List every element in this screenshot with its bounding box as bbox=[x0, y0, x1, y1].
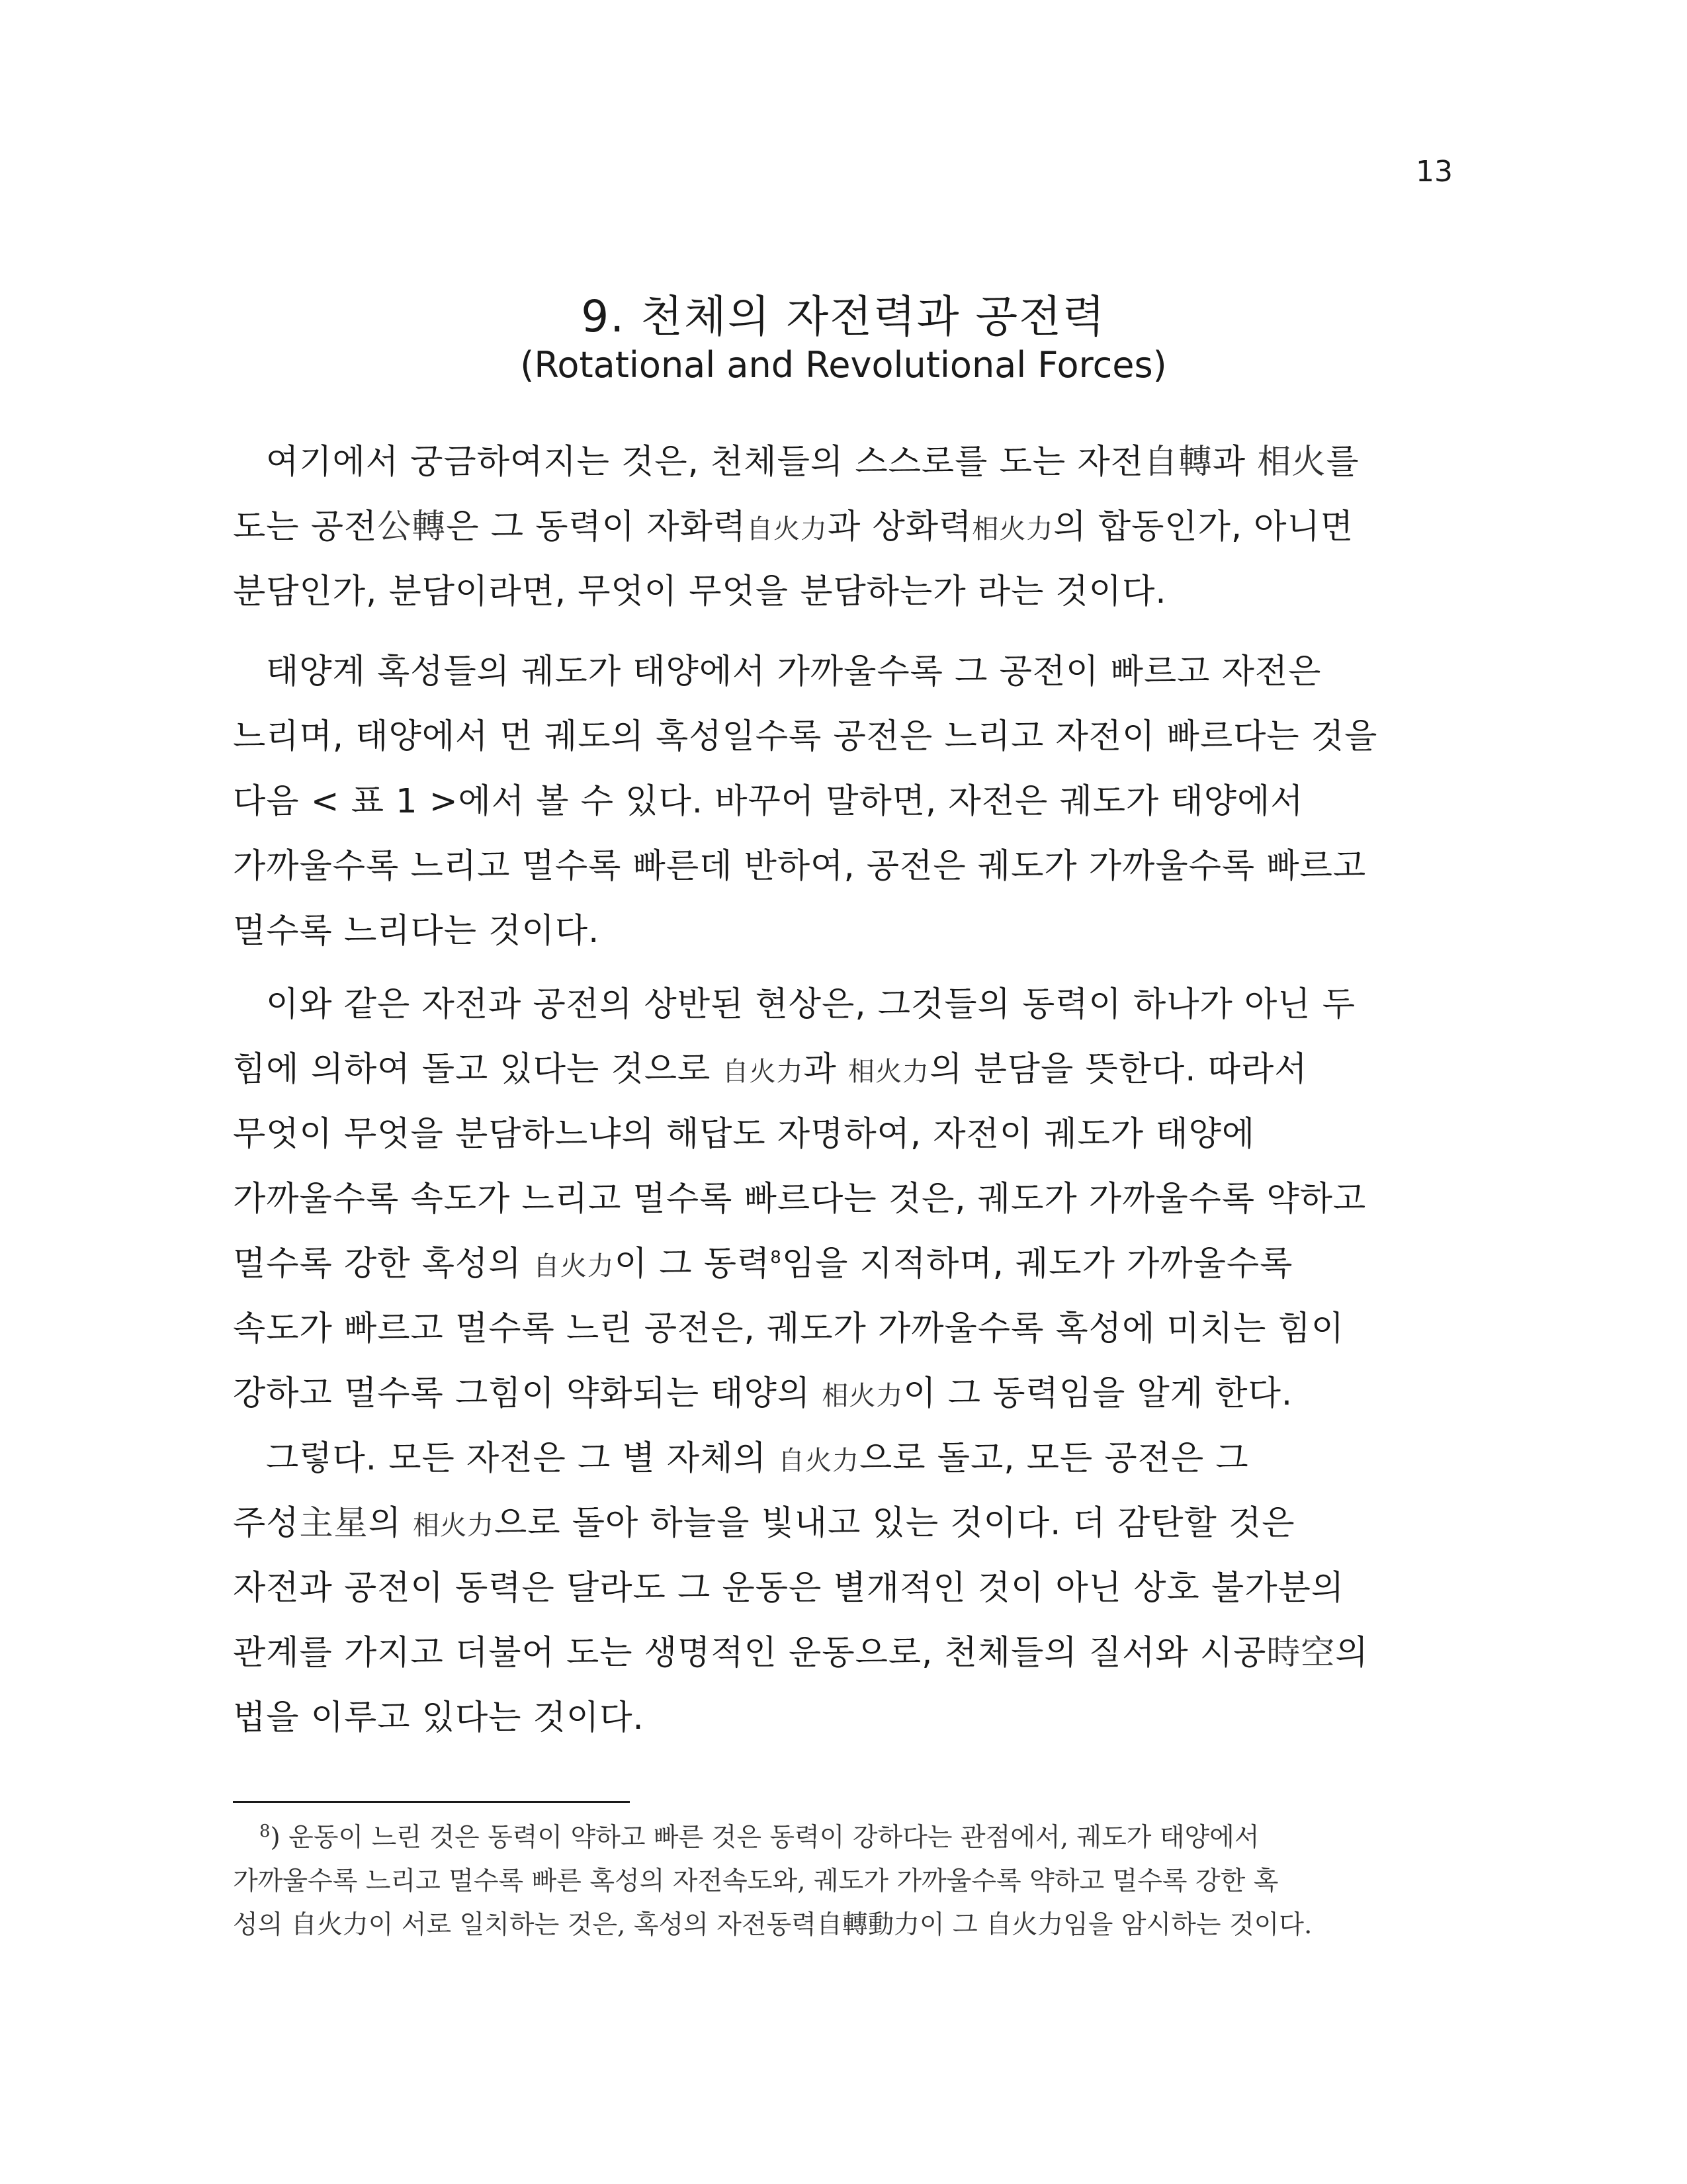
text-run: 멀수록 강한 혹성의 bbox=[233, 1245, 533, 1284]
text-line bbox=[233, 899, 1457, 964]
text-run: 여기에서 궁금하여지는 것은, 천체들의 스스로를 도는 자전 bbox=[266, 443, 1144, 482]
text-run: 이와 같은 자전과 공전의 상반된 현상은, 그것들의 동력이 하나가 아닌 두 bbox=[266, 985, 1356, 1024]
hanja-annotation: 自轉 bbox=[1143, 443, 1213, 482]
paragraph-1 bbox=[233, 430, 1457, 625]
paragraph-3 bbox=[233, 973, 1457, 1751]
hanja-annotation: 時空 bbox=[1266, 1634, 1336, 1673]
hanja-annotation: 自火力 bbox=[533, 1251, 615, 1282]
footnote-ref: 8 bbox=[770, 1248, 782, 1268]
hanja-annotation: 相火力 bbox=[972, 514, 1054, 545]
text-run: 를 bbox=[1326, 443, 1360, 482]
text-line bbox=[233, 1167, 1457, 1232]
paragraph-2 bbox=[233, 640, 1457, 964]
text-line bbox=[233, 834, 1457, 899]
text-line bbox=[233, 560, 1457, 625]
text-run: 으로 돌아 하늘을 빛내고 있는 것이다. 더 감탄할 것은 bbox=[494, 1504, 1295, 1543]
text-run: 이 그 bbox=[919, 1910, 986, 1940]
text-line bbox=[233, 1903, 1457, 1947]
footnote-marker: 8 bbox=[259, 1821, 271, 1841]
text-line bbox=[233, 1362, 1457, 1426]
text-run: ) 운동이 느린 것은 동력이 약하고 빠른 것은 동력이 강하다는 관점에서, 궤도가 태양에서 bbox=[270, 1823, 1260, 1853]
text-line bbox=[233, 1621, 1457, 1686]
hanja-annotation: 自火力 bbox=[722, 1057, 804, 1087]
text-line bbox=[233, 1102, 1457, 1167]
text-run: 의 bbox=[1335, 1634, 1369, 1673]
text-run: 과 bbox=[803, 1050, 849, 1089]
text-run: 의 합동인가, 아니면 bbox=[1053, 507, 1354, 546]
text-run: 자전과 공전이 동력은 달라도 그 운동은 별개적인 것이 아닌 상호 불가분의 bbox=[233, 1569, 1345, 1608]
text-run: 속도가 빠르고 멀수록 느린 공전은, 궤도가 가까울수록 혹성에 미치는 힘이 bbox=[233, 1309, 1345, 1348]
text-run: 힘에 의하여 돌고 있다는 것으로 bbox=[233, 1050, 722, 1089]
page-title: 9. 천체의 자전력과 공전력 bbox=[581, 291, 1106, 342]
text-run: 멀수록 느리다는 것이다. bbox=[233, 912, 600, 951]
hanja-annotation: 相火力 bbox=[848, 1057, 930, 1087]
text-line bbox=[233, 1232, 1457, 1297]
text-run: 분담인가, 분담이라면, 무엇이 무엇을 분담하는가 라는 것이다. bbox=[233, 572, 1167, 611]
hanja-annotation: 自火力 bbox=[290, 1910, 368, 1940]
text-run: 이 서로 일치하는 것은, 혹성의 자전동력 bbox=[368, 1910, 816, 1940]
text-run: 도는 공전 bbox=[233, 507, 378, 546]
text-run: 성의 bbox=[233, 1910, 291, 1940]
text-run: 가까울수록 속도가 느리고 멀수록 빠르다는 것은, 궤도가 가까울수록 약하고 bbox=[233, 1180, 1367, 1219]
text-line bbox=[233, 973, 1457, 1037]
text-run: 임을 암시하는 것이다. bbox=[1063, 1910, 1313, 1940]
text-run: 과 bbox=[1212, 443, 1258, 482]
text-line bbox=[233, 769, 1457, 834]
hanja-annotation: 相火力 bbox=[413, 1510, 495, 1541]
text-run: 임을 지적하며, 궤도가 가까울수록 bbox=[781, 1245, 1293, 1284]
text-run: 법을 이루고 있다는 것이다. bbox=[233, 1698, 644, 1737]
text-run: 주성 bbox=[233, 1504, 300, 1543]
page-number: 13 bbox=[1416, 155, 1453, 189]
hanja-annotation: 自火力 bbox=[746, 514, 828, 545]
text-run: 의 bbox=[368, 1504, 413, 1543]
text-run: 과 상화력 bbox=[828, 507, 973, 546]
text-run: 다음 < 표 1 >에서 볼 수 있다. 바꾸어 말하면, 자전은 궤도가 태양에서 bbox=[233, 782, 1304, 821]
hanja-annotation: 公轉 bbox=[377, 507, 447, 546]
text-line bbox=[233, 1297, 1457, 1362]
text-run: 태양계 혹성들의 궤도가 태양에서 가까울수록 그 공전이 빠르고 자전은 bbox=[266, 652, 1322, 691]
text-run: 의 분담을 뜻한다. 따라서 bbox=[930, 1050, 1308, 1089]
text-line bbox=[233, 640, 1457, 705]
text-run: 으로 돌고, 모든 공전은 그 bbox=[859, 1439, 1249, 1478]
text-line bbox=[233, 1037, 1457, 1102]
hanja-annotation: 自火力 bbox=[986, 1910, 1064, 1940]
text-line bbox=[233, 495, 1457, 560]
text-run: 그렇다. 모든 자전은 그 별 자체의 bbox=[266, 1439, 778, 1478]
text-line bbox=[233, 1686, 1457, 1751]
text-line bbox=[233, 430, 1457, 495]
hanja-annotation: 相火力 bbox=[822, 1381, 904, 1411]
text-line bbox=[233, 1491, 1457, 1556]
text-run: 가까울수록 느리고 멀수록 빠른 혹성의 자전속도와, 궤도가 가까울수록 약하고 멀수록 강한 혹 bbox=[233, 1866, 1279, 1896]
text-run: 은 그 동력이 자화력 bbox=[446, 507, 747, 546]
text-run: 관계를 가지고 더불어 도는 생명적인 운동으로, 천체들의 질서와 시공 bbox=[233, 1634, 1267, 1673]
text-run: 이 그 동력임을 알게 한다. bbox=[903, 1374, 1293, 1413]
footnote-rule bbox=[233, 1801, 630, 1803]
hanja-annotation: 主星 bbox=[299, 1504, 368, 1543]
text-run: 강하고 멀수록 그힘이 약화되는 태양의 bbox=[233, 1374, 822, 1413]
text-run: 이 그 동력 bbox=[614, 1245, 771, 1284]
text-line bbox=[233, 1816, 1457, 1860]
text-line bbox=[233, 1860, 1457, 1903]
text-run: 가까울수록 느리고 멀수록 빠른데 반하여, 공전은 궤도가 가까울수록 빠르고 bbox=[233, 847, 1367, 886]
hanja-annotation: 自轉動力 bbox=[816, 1910, 920, 1940]
text-run: 무엇이 무엇을 분담하느냐의 해답도 자명하여, 자전이 궤도가 태양에 bbox=[233, 1115, 1256, 1154]
text-run: 느리며, 태양에서 먼 궤도의 혹성일수록 공전은 느리고 자전이 빠르다는 것을 bbox=[233, 717, 1378, 756]
page-subtitle: (Rotational and Revolutional Forces) bbox=[520, 344, 1167, 386]
hanja-annotation: 相火 bbox=[1257, 443, 1326, 482]
footnote bbox=[233, 1816, 1457, 1947]
text-line bbox=[233, 705, 1457, 769]
hanja-annotation: 自火力 bbox=[777, 1446, 859, 1476]
text-line bbox=[233, 1556, 1457, 1621]
text-line bbox=[233, 1426, 1457, 1491]
